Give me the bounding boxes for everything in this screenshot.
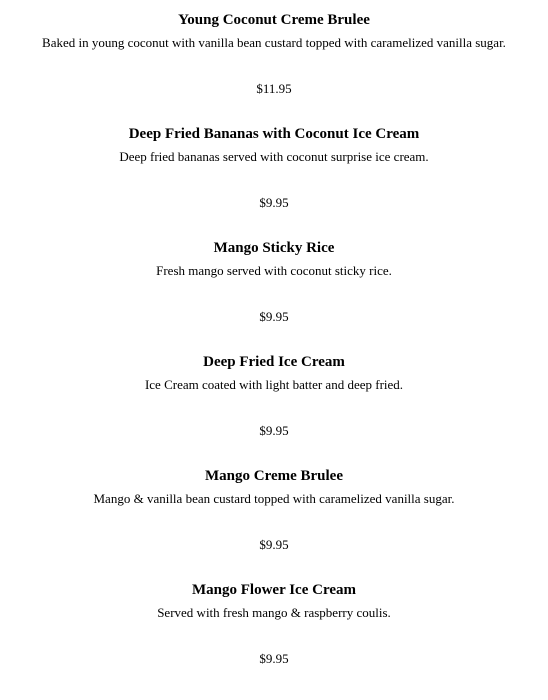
menu-item-name: Mango Creme Brulee [204, 468, 344, 484]
menu-item-name: Mango Sticky Rice [213, 240, 335, 256]
menu-item-name: Deep Fried Ice Cream [203, 354, 345, 370]
menu-item-description: Served with fresh mango & raspberry coulis. [157, 605, 391, 620]
menu-item [0, 239, 548, 325]
menu-item-name: Mango Flower Ice Cream [192, 582, 356, 598]
menu-item-description: Fresh mango served with coconut sticky rice. [156, 263, 392, 278]
menu-item-description: Ice Cream coated with light batter and deep fried. [144, 377, 404, 392]
menu-item [0, 353, 548, 439]
menu-item [0, 467, 548, 553]
menu-item-description: Deep fried bananas served with coconut surprise ice cream. [119, 149, 429, 164]
menu-item-price: $9.95 [259, 423, 289, 438]
menu-item-description: Baked in young coconut with vanilla bean custard topped with caramelized vanilla sugar. [42, 35, 506, 50]
menu-item-price: $11.95 [256, 81, 292, 96]
menu-item-name: Young Coconut Creme Brulee [178, 12, 370, 28]
menu-item-price: $9.95 [259, 309, 289, 324]
menu-item-price: $9.95 [259, 195, 289, 210]
menu-item-price: $9.95 [259, 651, 289, 666]
menu-item-name: Deep Fried Bananas with Coconut Ice Cream [128, 126, 420, 142]
menu-item [0, 581, 548, 667]
menu-item [0, 11, 548, 97]
menu-item-description: Mango & vanilla bean custard topped with caramelized vanilla sugar. [93, 491, 455, 506]
menu-item [0, 125, 548, 211]
menu-item-price: $9.95 [259, 537, 289, 552]
